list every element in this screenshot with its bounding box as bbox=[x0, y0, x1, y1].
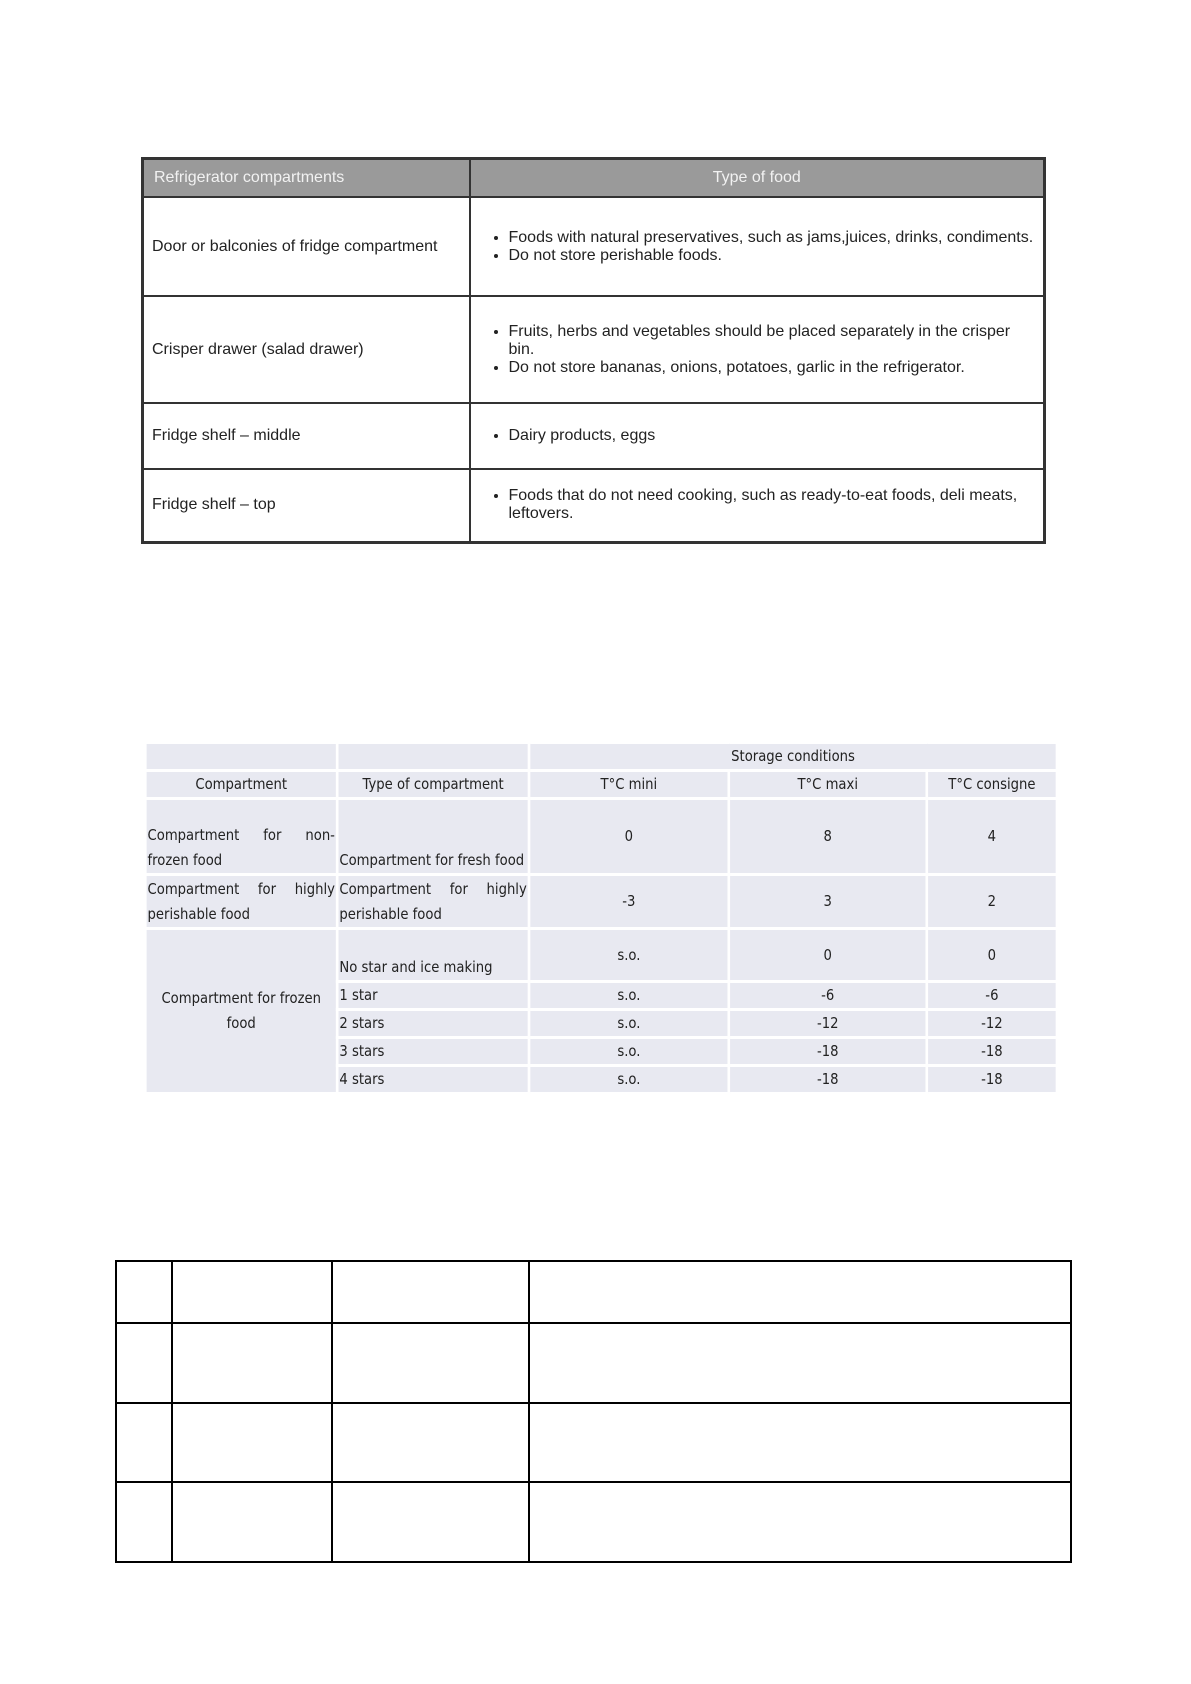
empty-cell[interactable] bbox=[529, 1403, 1071, 1482]
empty-cell[interactable] bbox=[116, 1323, 172, 1403]
min-cell: s.o. bbox=[529, 1038, 729, 1066]
set-cell: 2 bbox=[927, 875, 1057, 929]
food-item: • Fruits, herbs and vegetables should be placed separately in the crisper bin. bbox=[509, 323, 1036, 359]
empty-cell[interactable] bbox=[172, 1482, 332, 1562]
food-item: • Foods that do not need cooking, such as ready-to-eat foods, deli meats, leftovers. bbox=[509, 487, 1036, 523]
empty-cell[interactable] bbox=[172, 1403, 332, 1482]
header-compartment: Compartment bbox=[145, 771, 337, 799]
empty-cell[interactable] bbox=[332, 1261, 529, 1323]
set-cell: -18 bbox=[927, 1038, 1057, 1066]
empty-cell[interactable] bbox=[116, 1261, 172, 1323]
type-cell: Compartment for fresh food bbox=[337, 799, 529, 875]
empty-table bbox=[115, 1260, 1072, 1563]
storage-conditions-header: Storage conditions bbox=[529, 743, 1057, 771]
max-cell: -18 bbox=[729, 1038, 927, 1066]
min-cell: s.o. bbox=[529, 982, 729, 1010]
empty-cell[interactable] bbox=[116, 1482, 172, 1562]
min-cell: 0 bbox=[529, 799, 729, 875]
type-cell: 3 stars bbox=[337, 1038, 529, 1066]
compartment-cell: Compartment for highly perishable food bbox=[145, 875, 337, 929]
min-cell: -3 bbox=[529, 875, 729, 929]
type-cell: 4 stars bbox=[337, 1066, 529, 1094]
compartment-cell: Compartment for non-frozen food bbox=[145, 799, 337, 875]
empty-cell[interactable] bbox=[529, 1261, 1071, 1323]
min-cell: s.o. bbox=[529, 1010, 729, 1038]
set-cell: -12 bbox=[927, 1010, 1057, 1038]
set-cell: 0 bbox=[927, 929, 1057, 982]
empty-cell[interactable] bbox=[529, 1482, 1071, 1562]
header-max: T°C maxi bbox=[729, 771, 927, 799]
empty-cell[interactable] bbox=[332, 1482, 529, 1562]
food-item: • Do not store bananas, onions, potatoes, garlic in the refrigerator. bbox=[509, 359, 1036, 377]
empty-cell[interactable] bbox=[332, 1323, 529, 1403]
header-compartments: Refrigerator compartments bbox=[143, 159, 470, 198]
header-type-of-food: Type of food bbox=[470, 159, 1045, 198]
food-item: • Dairy products, eggs bbox=[509, 427, 1036, 445]
header-set: T°C consigne bbox=[927, 771, 1057, 799]
compartment-cell: Crisper drawer (salad drawer) bbox=[143, 296, 470, 403]
set-cell: 4 bbox=[927, 799, 1057, 875]
type-cell: No star and ice making bbox=[337, 929, 529, 982]
compartment-cell: Compartment for frozen food bbox=[145, 929, 337, 1094]
empty-cell[interactable] bbox=[172, 1323, 332, 1403]
max-cell: 3 bbox=[729, 875, 927, 929]
type-cell: 1 star bbox=[337, 982, 529, 1010]
max-cell: -6 bbox=[729, 982, 927, 1010]
empty-cell[interactable] bbox=[116, 1403, 172, 1482]
max-cell: -18 bbox=[729, 1066, 927, 1094]
set-cell: -6 bbox=[927, 982, 1057, 1010]
max-cell: 8 bbox=[729, 799, 927, 875]
header-type: Type of compartment bbox=[337, 771, 529, 799]
storage-conditions-table bbox=[144, 741, 1058, 1095]
max-cell: 0 bbox=[729, 929, 927, 982]
set-cell: -18 bbox=[927, 1066, 1057, 1094]
max-cell: -12 bbox=[729, 1010, 927, 1038]
fridge-compartments-table bbox=[141, 157, 1046, 544]
compartment-cell: Fridge shelf – middle bbox=[143, 403, 470, 469]
empty-cell[interactable] bbox=[529, 1323, 1071, 1403]
food-item: • Do not store perishable foods. bbox=[509, 247, 1036, 265]
compartment-cell: Fridge shelf – top bbox=[143, 469, 470, 542]
food-item: • Foods with natural preservatives, such as jams,juices, drinks, condiments. bbox=[509, 229, 1036, 247]
empty-cell[interactable] bbox=[332, 1403, 529, 1482]
min-cell: s.o. bbox=[529, 1066, 729, 1094]
header-min: T°C mini bbox=[529, 771, 729, 799]
empty-cell[interactable] bbox=[172, 1261, 332, 1323]
min-cell: s.o. bbox=[529, 929, 729, 982]
compartment-cell: Door or balconies of fridge compartment bbox=[143, 197, 470, 296]
type-cell: 2 stars bbox=[337, 1010, 529, 1038]
type-cell: Compartment for highly perishable food bbox=[337, 875, 529, 929]
